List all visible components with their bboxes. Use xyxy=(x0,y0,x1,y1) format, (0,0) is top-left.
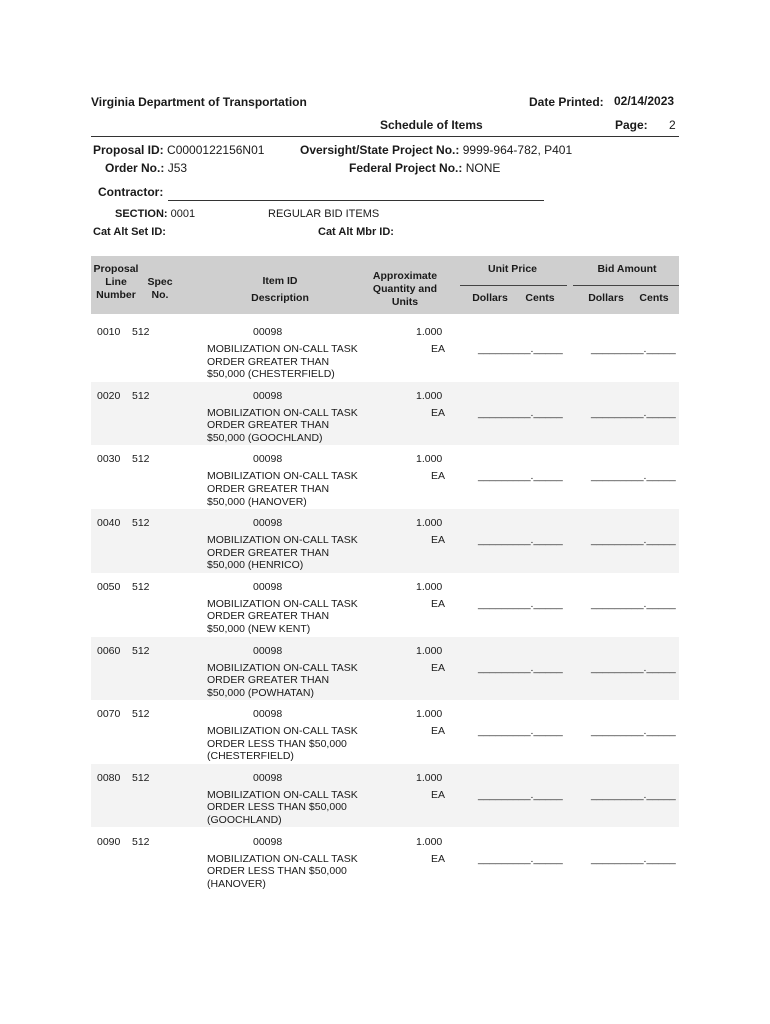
description-line-2: ORDER GREATER THAN xyxy=(207,674,330,687)
proposal-id-label: Proposal ID: xyxy=(93,143,164,157)
description-line-3: (GOOCHLAND) xyxy=(207,814,282,827)
unit-price-input[interactable]: _________._____ xyxy=(478,406,563,419)
section-number: 0001 xyxy=(170,208,196,220)
oversight-label: Oversight/State Project No.: xyxy=(300,143,460,157)
description-line-2: ORDER GREATER THAN xyxy=(207,482,330,495)
spec-number: 512 xyxy=(132,835,150,848)
col-quantity-2: Quantity and xyxy=(372,283,438,295)
item-description xyxy=(207,725,377,763)
schedule-title: Schedule of Items xyxy=(380,118,483,132)
unit: EA xyxy=(431,725,446,738)
spec-number: 512 xyxy=(132,453,150,466)
item-description xyxy=(207,789,377,827)
proposal-id xyxy=(93,143,264,157)
bid-amount-input[interactable]: _________._____ xyxy=(591,406,676,419)
bid-amount-input[interactable]: _________._____ xyxy=(591,661,676,674)
line-number: 0060 xyxy=(97,644,121,657)
col-bid-amount: Bid Amount xyxy=(597,263,657,275)
quantity: 1.000 xyxy=(416,835,443,848)
line-number: 0010 xyxy=(97,326,121,338)
description-line-3: $50,000 (NEW KENT) xyxy=(207,622,311,635)
bid-amount-divider xyxy=(573,285,679,286)
unit: EA xyxy=(431,852,446,865)
item-description xyxy=(207,343,377,381)
line-number: 0070 xyxy=(97,708,121,721)
col-unit-price: Unit Price xyxy=(487,263,537,275)
federal-label: Federal Project No.: xyxy=(349,161,463,175)
date-printed-value: 02/14/2023 xyxy=(614,94,675,108)
description-line-3: $50,000 (CHESTERFIELD) xyxy=(207,368,335,381)
col-bid-amount-dollars: Dollars xyxy=(588,292,624,304)
item-description xyxy=(207,853,377,891)
line-number: 0020 xyxy=(97,389,121,402)
description-line-2: ORDER GREATER THAN xyxy=(207,610,330,623)
date-printed-label: Date Printed: xyxy=(529,95,604,109)
spec-number: 512 xyxy=(132,580,150,593)
description-line-2: ORDER LESS THAN $50,000 xyxy=(207,737,347,750)
description-line-3: (HANOVER) xyxy=(207,877,266,890)
page-label: Page: xyxy=(615,118,648,132)
description-line-3: $50,000 (HANOVER) xyxy=(207,495,307,508)
col-unit-price-cents: Cents xyxy=(525,292,555,304)
unit-price-input[interactable]: _________._____ xyxy=(478,343,563,355)
item-id: 00098 xyxy=(253,389,283,402)
federal-value: NONE xyxy=(465,161,501,175)
description-line-2: ORDER LESS THAN $50,000 xyxy=(207,801,347,814)
item-description xyxy=(207,662,377,700)
spec-number: 512 xyxy=(132,389,150,402)
quantity: 1.000 xyxy=(416,771,443,784)
contractor-line[interactable] xyxy=(168,200,544,201)
table-row xyxy=(91,445,679,509)
description-line-1: MOBILIZATION ON-CALL TASK xyxy=(207,597,358,610)
spec-number: 512 xyxy=(132,644,150,657)
description-line-1: MOBILIZATION ON-CALL TASK xyxy=(207,534,358,547)
item-description xyxy=(207,470,377,508)
quantity: 1.000 xyxy=(416,644,443,657)
col-spec-2: No. xyxy=(151,289,169,301)
section-label: SECTION: xyxy=(115,208,168,220)
item-id: 00098 xyxy=(253,835,283,848)
oversight-project xyxy=(300,143,572,157)
quantity: 1.000 xyxy=(416,326,443,338)
cat-alt-set-label: Cat Alt Set ID: xyxy=(93,226,166,238)
table-row xyxy=(91,573,679,637)
quantity: 1.000 xyxy=(416,708,443,721)
line-number: 0080 xyxy=(97,771,121,784)
col-bid-amount-cents: Cents xyxy=(639,292,669,304)
proposal-id-value: C0000122156N01 xyxy=(167,143,265,157)
description-line-2: ORDER LESS THAN $50,000 xyxy=(207,865,347,878)
unit-price-input[interactable]: _________._____ xyxy=(478,597,563,610)
agency-title: Virginia Department of Transportation xyxy=(91,95,307,109)
order-no-label: Order No.: xyxy=(105,161,165,175)
col-description: Description xyxy=(251,292,309,304)
unit-price-input[interactable]: _________._____ xyxy=(478,788,563,801)
description-line-3: $50,000 (HENRICO) xyxy=(207,559,304,572)
unit: EA xyxy=(431,788,446,801)
unit-price-input[interactable]: _________._____ xyxy=(478,661,563,674)
description-line-2: ORDER GREATER THAN xyxy=(207,419,330,432)
col-spec xyxy=(142,276,178,302)
table-row xyxy=(91,828,679,892)
contractor-label: Contractor: xyxy=(98,185,164,199)
bid-amount-input[interactable]: _________._____ xyxy=(591,852,676,865)
description-line-1: MOBILIZATION ON-CALL TASK xyxy=(207,661,358,674)
description-line-1: MOBILIZATION ON-CALL TASK xyxy=(207,406,358,419)
unit: EA xyxy=(431,406,446,419)
table-row xyxy=(91,700,679,764)
description-line-1: MOBILIZATION ON-CALL TASK xyxy=(207,852,358,865)
unit: EA xyxy=(431,597,446,610)
quantity: 1.000 xyxy=(416,453,443,466)
col-proposal-line-1: Proposal xyxy=(93,263,139,275)
item-id: 00098 xyxy=(253,580,283,593)
cat-alt-mbr-label: Cat Alt Mbr ID: xyxy=(318,226,394,238)
col-proposal-line-3: Number xyxy=(96,289,136,301)
item-id: 00098 xyxy=(253,517,283,530)
unit-price-input[interactable]: _________._____ xyxy=(478,534,563,547)
item-id: 00098 xyxy=(253,771,283,784)
table-row xyxy=(91,637,679,701)
table-row xyxy=(91,509,679,573)
col-quantity-1: Approximate xyxy=(372,270,438,282)
description-line-3: $50,000 (GOOCHLAND) xyxy=(207,431,323,444)
table-row xyxy=(91,764,679,828)
description-line-3: $50,000 (POWHATAN) xyxy=(207,686,314,699)
col-spec-1: Spec xyxy=(147,276,173,288)
bid-amount-input[interactable]: _________._____ xyxy=(591,725,676,738)
table-row xyxy=(91,318,679,382)
line-number: 0090 xyxy=(97,835,121,848)
description-line-1: MOBILIZATION ON-CALL TASK xyxy=(207,725,358,738)
section xyxy=(115,208,195,220)
unit-price-input[interactable]: _________._____ xyxy=(478,852,563,865)
quantity: 1.000 xyxy=(416,580,443,593)
item-description xyxy=(207,534,377,572)
bid-amount-input[interactable]: _________._____ xyxy=(591,343,676,355)
line-number: 0040 xyxy=(97,517,121,530)
bid-amount-input[interactable]: _________._____ xyxy=(591,470,676,483)
quantity: 1.000 xyxy=(416,517,443,530)
unit-price-input[interactable]: _________._____ xyxy=(478,725,563,738)
description-line-1: MOBILIZATION ON-CALL TASK xyxy=(207,343,358,355)
item-description xyxy=(207,407,377,445)
spec-number: 512 xyxy=(132,708,150,721)
description-line-2: ORDER GREATER THAN xyxy=(207,546,330,559)
item-id: 00098 xyxy=(253,708,283,721)
line-number: 0030 xyxy=(97,453,121,466)
federal-project xyxy=(349,161,500,175)
col-proposal-line-2: Line xyxy=(105,276,127,288)
unit-price-divider xyxy=(460,285,567,286)
col-item-id: Item ID xyxy=(262,275,298,287)
description-line-1: MOBILIZATION ON-CALL TASK xyxy=(207,788,358,801)
line-number: 0050 xyxy=(97,580,121,593)
item-id: 00098 xyxy=(253,326,283,338)
col-proposal-line xyxy=(92,263,140,302)
description-line-1: MOBILIZATION ON-CALL TASK xyxy=(207,470,358,483)
description-line-3: (CHESTERFIELD) xyxy=(207,750,294,763)
quantity: 1.000 xyxy=(416,389,443,402)
unit: EA xyxy=(431,470,446,483)
item-id: 00098 xyxy=(253,644,283,657)
col-quantity xyxy=(355,270,455,309)
item-id: 00098 xyxy=(253,453,283,466)
table-row xyxy=(91,382,679,446)
unit: EA xyxy=(431,343,446,355)
description-line-2: ORDER GREATER THAN xyxy=(207,355,330,368)
spec-number: 512 xyxy=(132,326,150,338)
section-name: REGULAR BID ITEMS xyxy=(268,208,380,220)
col-quantity-3: Units xyxy=(391,296,419,308)
oversight-value: 9999-964-782, P401 xyxy=(462,143,573,157)
unit: EA xyxy=(431,661,446,674)
unit-price-input[interactable]: _________._____ xyxy=(478,470,563,483)
title-divider xyxy=(91,136,679,137)
unit: EA xyxy=(431,534,446,547)
bid-amount-input[interactable]: _________._____ xyxy=(591,788,676,801)
page-number: 2 xyxy=(669,118,676,132)
order-no-value: J53 xyxy=(167,161,188,175)
order-no xyxy=(105,161,187,175)
spec-number: 512 xyxy=(132,517,150,530)
bid-amount-input[interactable]: _________._____ xyxy=(591,597,676,610)
item-description xyxy=(207,598,377,636)
col-unit-price-dollars: Dollars xyxy=(472,292,508,304)
spec-number: 512 xyxy=(132,771,150,784)
bid-amount-input[interactable]: _________._____ xyxy=(591,534,676,547)
